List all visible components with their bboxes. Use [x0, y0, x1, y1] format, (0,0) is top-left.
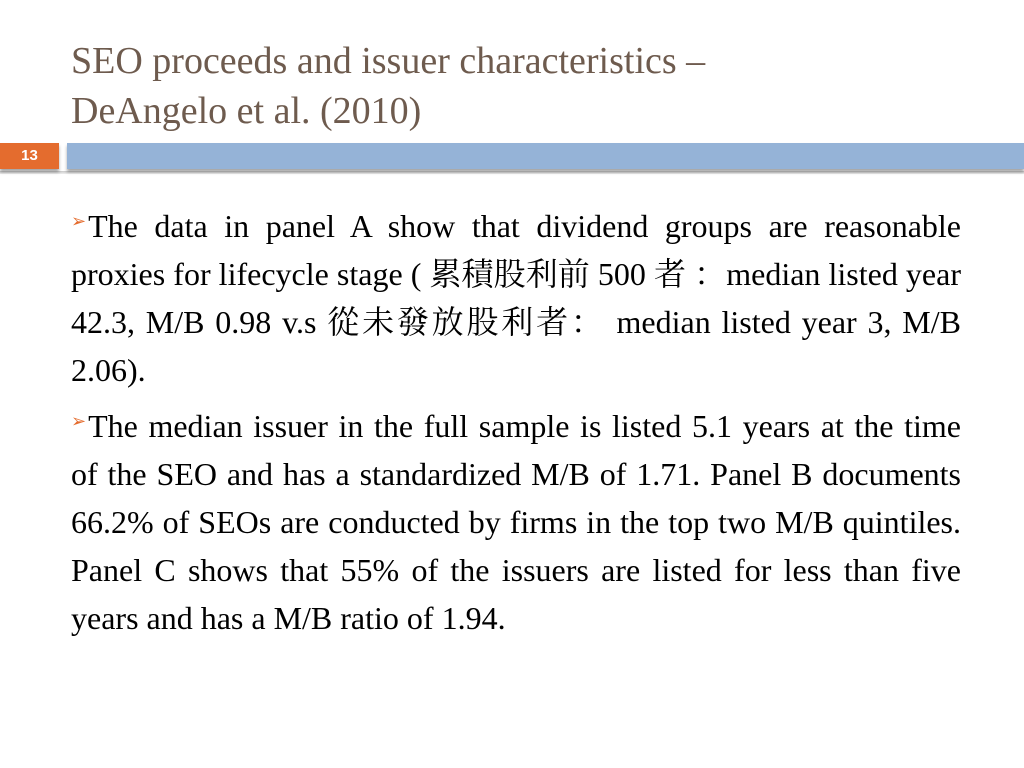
bullet-text-1: The data in panel A show that dividend groups are reasonable proxies for lifecycle stage ( 累積股利前 500 者 ：median listed year 42.3, M/B 0.98 v.s 從未發放股利者： median listed year 3, M/B 2.06). [71, 208, 961, 388]
arrow-bullet-icon: ➢ [71, 411, 87, 432]
title-divider [0, 143, 1024, 177]
divider-band [67, 143, 1024, 169]
slide-title-line-2: DeAngelo et al. (2010) [71, 90, 422, 132]
divider-shadow-line [0, 171, 1024, 174]
arrow-bullet-icon: ➢ [71, 211, 87, 232]
slide-title [71, 36, 971, 136]
slide-body [71, 198, 961, 646]
bullet-item-1 [71, 198, 961, 394]
bullet-item-2 [71, 398, 961, 642]
slide-title-line-1: SEO proceeds and issuer characteristics – [71, 40, 706, 82]
bullet-text-2: The median issuer in the full sample is listed 5.1 years at the time of the SEO and has a standardized M/B of 1.71. Panel B documents 66.2% of SEOs are conducted by firms in the top two M/B quintiles. Panel C shows that 55% of the issuers are listed for less than five years and has a M/B ratio of 1.94. [71, 408, 961, 636]
slide-number-badge: 13 [0, 143, 59, 169]
